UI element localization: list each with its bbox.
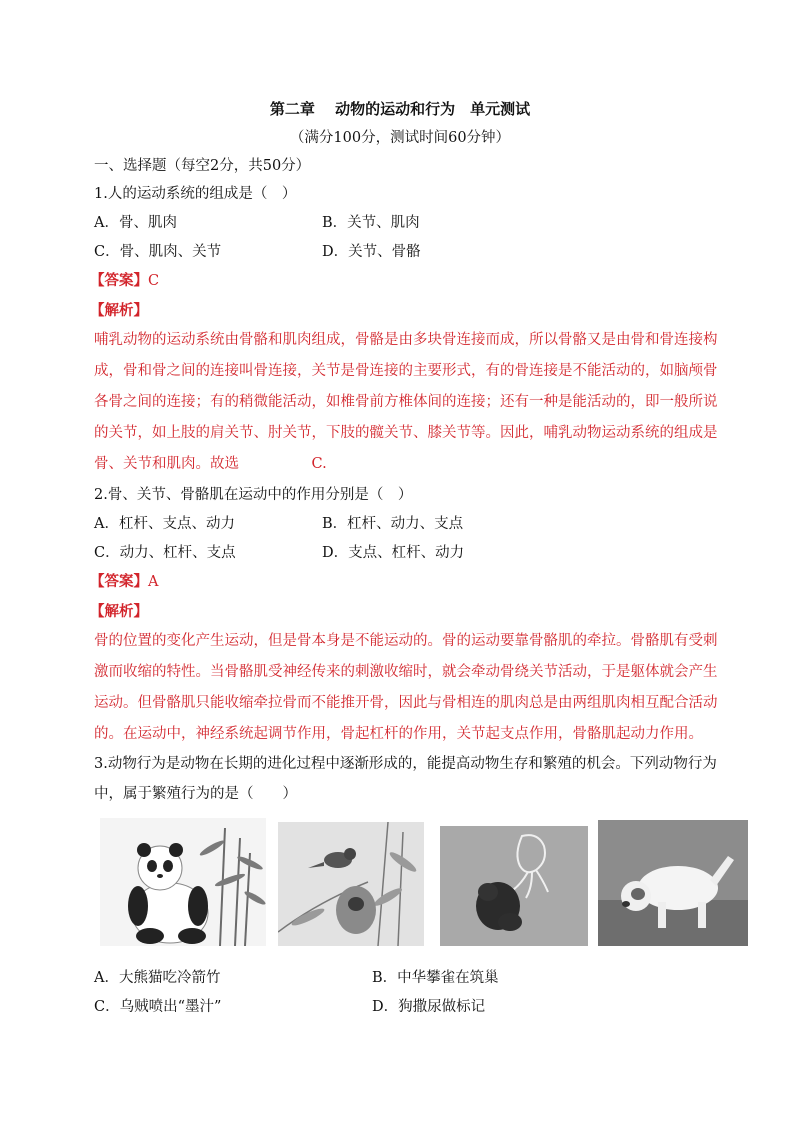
panda-photo	[100, 818, 266, 946]
squid-ink-photo	[440, 826, 588, 946]
q3-stem-line-2: 中，属于繁殖行为的是（ ）	[94, 786, 297, 802]
q3-stem-line-1: 3.动物行为是动物在长期的进化过程中逐渐形成的，能提高动物生存和繁殖的机会。下列动物行为	[94, 756, 717, 772]
q1-answer-value: C	[148, 273, 160, 289]
q1-option-c: C．骨、肌肉、关节	[94, 244, 222, 260]
q2-analysis-label: 【解析】	[90, 603, 148, 620]
page-title: 第二章 动物的运动和行为 单元测试	[269, 100, 531, 118]
q2-analysis-line-1: 骨的位置的变化产生运动，但是骨本身是不能运动的。骨的运动要靠骨骼肌的牵拉。骨骼肌有受刺	[94, 633, 718, 649]
q1-analysis-line-2: 成，骨和骨之间的连接叫骨连接，关节是骨连接的主要形式，有的骨连接是不能活动的，如脑颅骨	[94, 363, 718, 379]
q2-option-c: C．动力、杠杆、支点	[94, 545, 236, 561]
q2-option-b: B．杠杆、动力、支点	[322, 516, 464, 532]
q1-option-d: D．关节、骨骼	[322, 244, 421, 260]
q1-analysis-line-1: 哺乳动物的运动系统由骨骼和肌肉组成，骨骼是由多块骨连接而成，所以骨骼又是由骨和骨连接构	[94, 332, 718, 348]
q1-analysis-line-4: 的关节，如上肢的肩关节、肘关节，下肢的髋关节、膝关节等。因此，哺乳动物运动系统的组成是	[94, 425, 718, 441]
q1-answer-label: 【答案】	[90, 272, 148, 289]
q1-analysis-label: 【解析】	[90, 302, 148, 319]
q1-option-b: B．关节、肌肉	[322, 215, 420, 231]
q1-stem: 1.人的运动系统的组成是（ ）	[94, 186, 297, 202]
q3-option-a: A．大熊猫吃冷箭竹	[94, 970, 221, 986]
q2-option-a: A．杠杆、支点、动力	[94, 516, 235, 532]
q3-option-c: C．乌贼喷出“墨汁”	[94, 999, 222, 1015]
q3-option-d: D．狗撒尿做标记	[372, 999, 486, 1015]
q2-analysis-line-3: 运动。但骨骼肌只能收缩牵拉骨而不能推开骨，因此与骨相连的肌肉总是由两组肌肉相互配合活动	[94, 695, 718, 711]
q2-analysis-line-4: 的。在运动中，神经系统起调节作用，骨起杠杆的作用，关节起支点作用，骨骼肌起动力作用。	[94, 726, 703, 742]
q3-option-b: B．中华攀雀在筑巢	[372, 970, 499, 986]
q1-option-a: A．骨、肌肉	[94, 215, 177, 231]
q2-option-d: D．支点、杠杆、动力	[322, 545, 465, 561]
q1-answer-row	[90, 271, 159, 291]
q2-answer-value: A	[148, 574, 159, 590]
page-subtitle: （满分100分，测试时间60分钟）	[289, 130, 511, 146]
dog-marking-photo	[598, 820, 748, 946]
q2-answer-label: 【答案】	[90, 573, 148, 590]
section-heading: 一、选择题（每空2分，共50分）	[94, 158, 311, 174]
q2-analysis-label-row	[90, 602, 148, 622]
q2-stem: 2.骨、关节、骨骼肌在运动中的作用分别是（ ）	[94, 487, 413, 503]
q2-answer-row	[90, 572, 158, 592]
q1-analysis-line-3: 各骨之间的连接；有的稍微能活动，如椎骨前方椎体间的连接；还有一种是能活动的，即一般所说	[94, 394, 718, 410]
q1-analysis-label-row	[90, 301, 148, 321]
q2-analysis-line-2: 激而收缩的特性。当骨骼肌受神经传来的刺激收缩时，就会牵动骨绕关节活动，于是躯体就会产生	[94, 664, 718, 680]
bird-nest-photo	[278, 822, 424, 946]
q1-analysis-line-5: 骨、关节和肌肉。故选 C.	[94, 456, 327, 472]
